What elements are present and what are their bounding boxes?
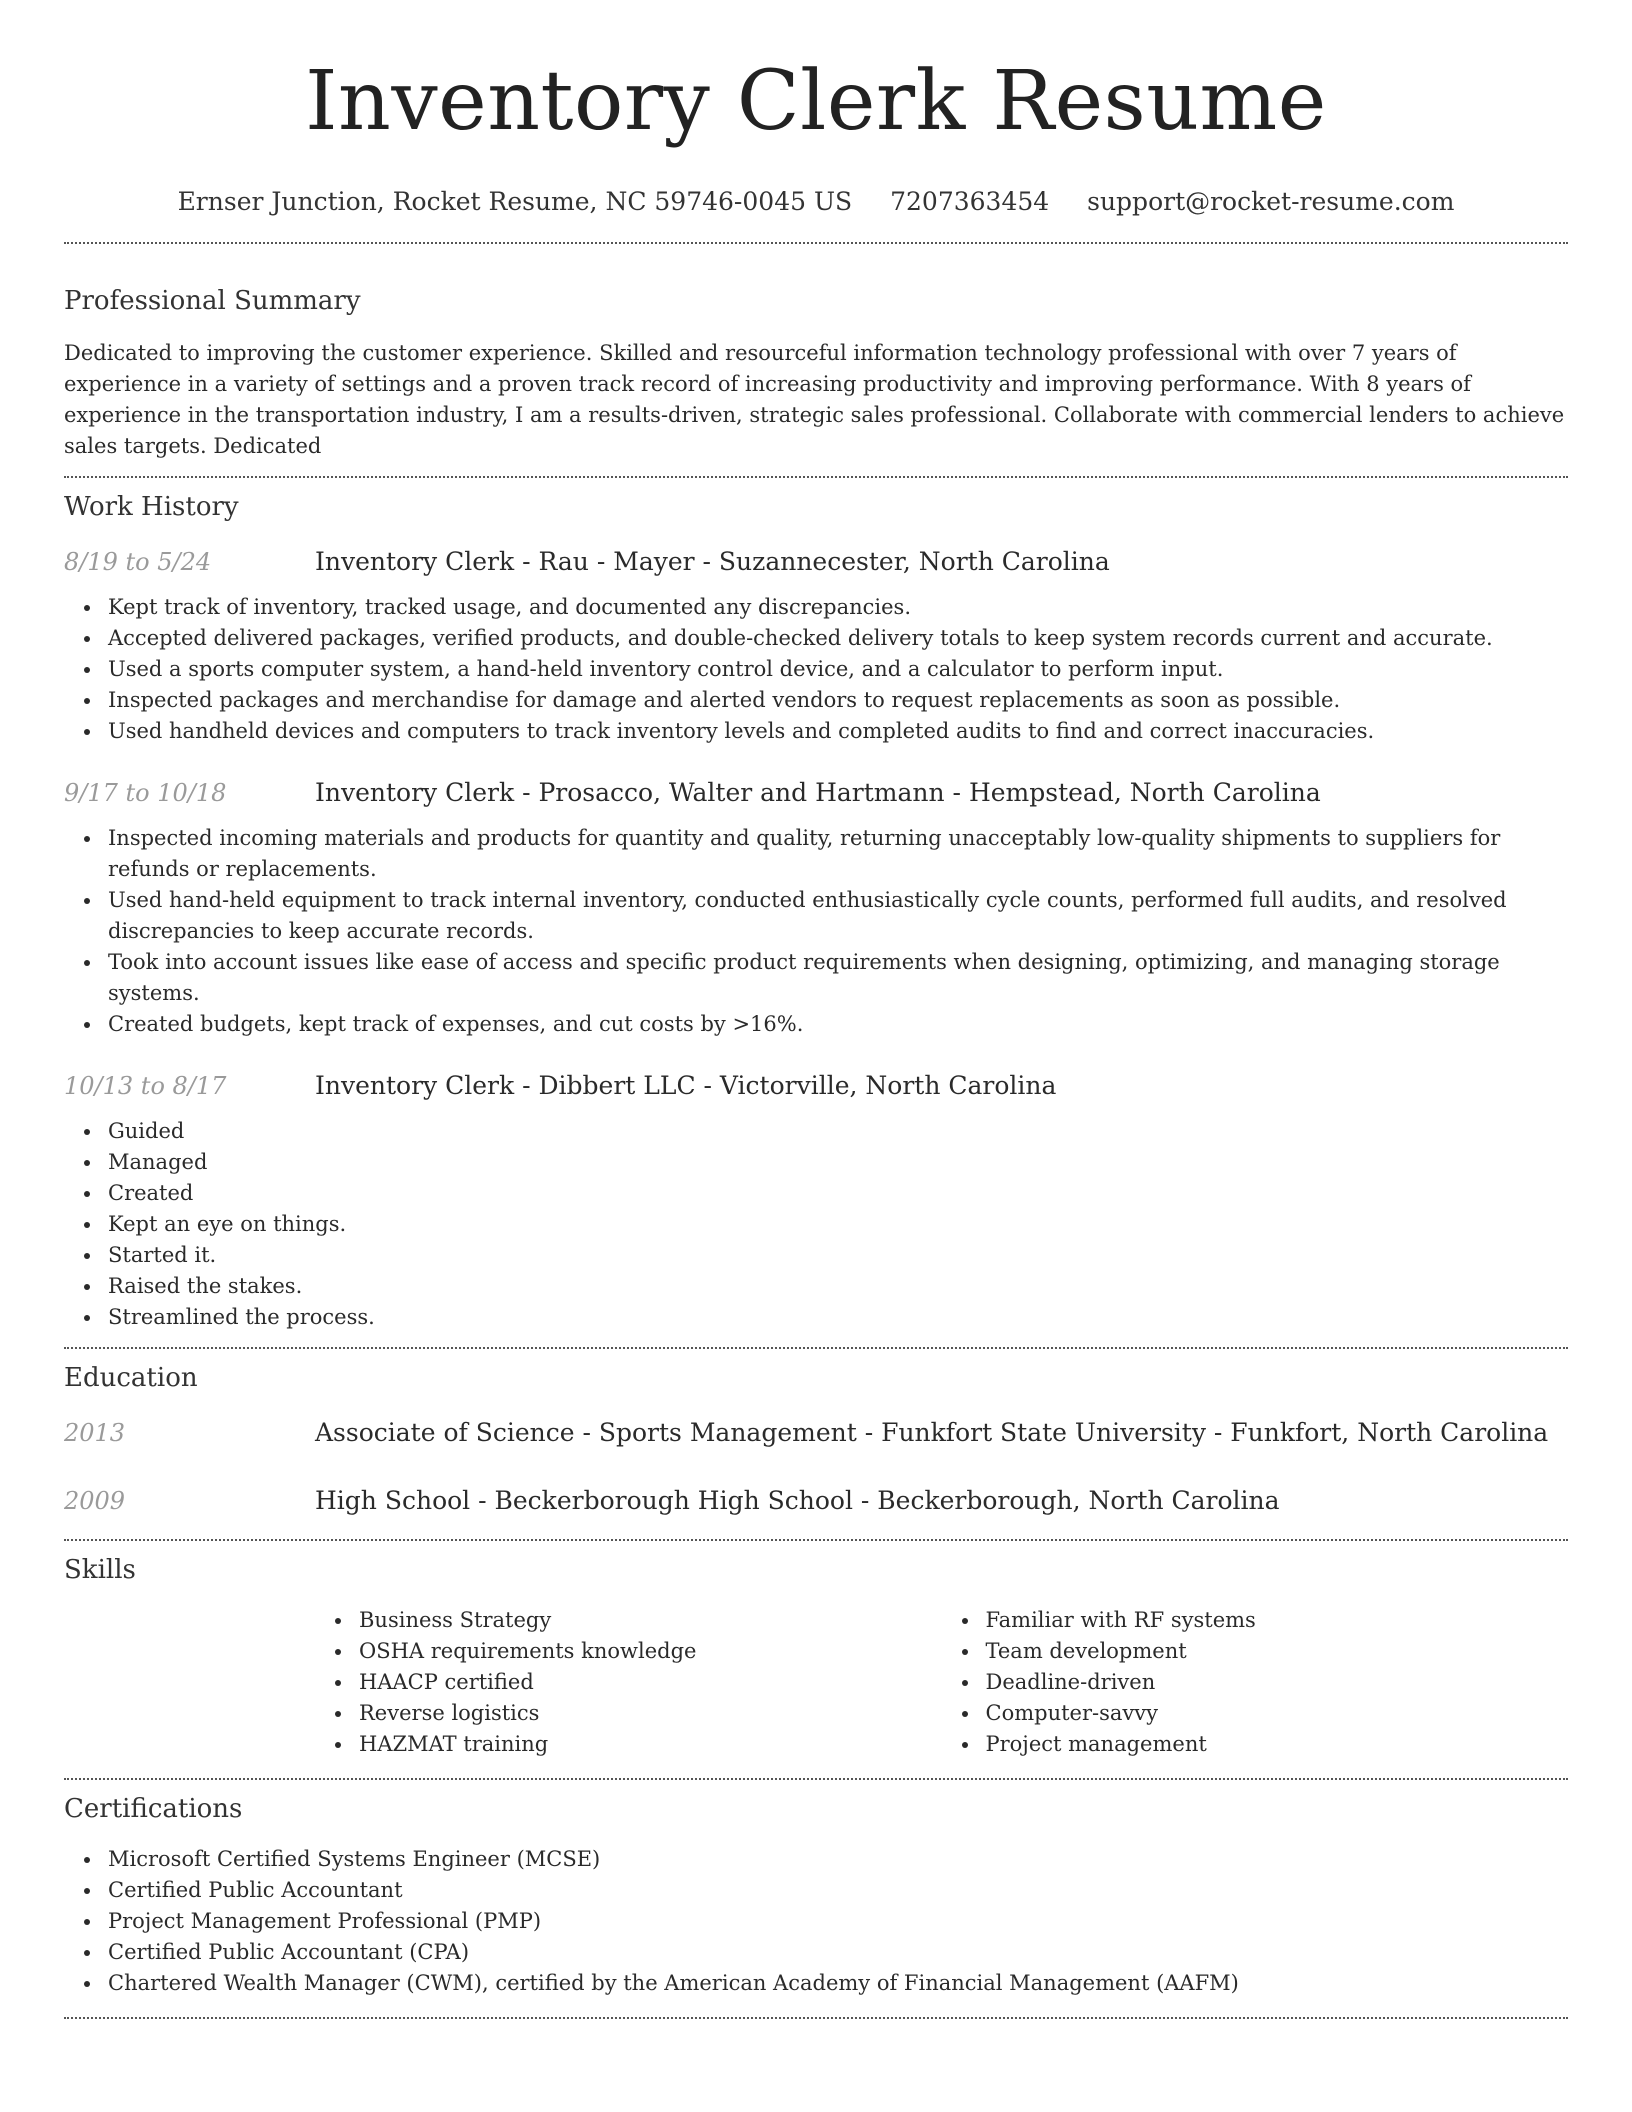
- education-section: [64, 1361, 1568, 1517]
- divider: [64, 1539, 1568, 1541]
- skills-list-left: [315, 1605, 942, 1760]
- job-entry: [64, 1070, 1568, 1333]
- certification-item: Chartered Wealth Manager (CWM), certified by the American Academy of Financial Management (AAFM): [108, 1968, 1568, 1999]
- contact-phone: 7207363454: [890, 187, 1050, 216]
- skill-item: Project management: [986, 1729, 1569, 1760]
- education-text: Associate of Science - Sports Management - Funkfort State University - Funkfort, North Carolina: [315, 1418, 1549, 1447]
- skill-item: Deadline-driven: [986, 1667, 1569, 1698]
- job-bullets: [64, 823, 1568, 1040]
- job-bullet: Streamlined the process.: [108, 1302, 1568, 1333]
- job-bullet: Inspected incoming materials and products for quantity and quality, returning unacceptably low-quality shipments to suppliers for refunds or replacements.: [108, 823, 1568, 885]
- summary-section: [64, 284, 1568, 462]
- education-entry: [64, 1485, 1568, 1517]
- education-year: 2009: [64, 1487, 126, 1515]
- certifications-section: [64, 1792, 1568, 1999]
- job-header: [64, 546, 1568, 578]
- job-bullet: Used hand-held equipment to track internal inventory, conducted enthusiastically cycle counts, performed full audits, and resolved discrepancies to keep accurate records.: [108, 885, 1568, 947]
- contact-line: [64, 186, 1568, 218]
- skills-list-right: [942, 1605, 1569, 1760]
- education-heading: Education: [64, 1363, 198, 1393]
- skill-item: Computer-savvy: [986, 1698, 1569, 1729]
- job-bullet: Inspected packages and merchandise for damage and alerted vendors to request replacements as soon as possible.: [108, 685, 1568, 716]
- job-entry: [64, 546, 1568, 747]
- resume-title: Inventory Clerk Resume: [305, 54, 1327, 149]
- job-bullet: Created budgets, kept track of expenses, and cut costs by >16%.: [108, 1009, 1568, 1040]
- certification-item: Project Management Professional (PMP): [108, 1906, 1568, 1937]
- divider: [64, 1778, 1568, 1780]
- job-bullet: Accepted delivered packages, verified products, and double-checked delivery totals to keep system records current and accurate.: [108, 623, 1568, 654]
- certification-item: Certified Public Accountant (CPA): [108, 1937, 1568, 1968]
- skill-item: Team development: [986, 1636, 1569, 1667]
- summary-text: Dedicated to improving the customer experience. Skilled and resourceful information technology professional with over 7 years of experience in a variety of settings and a proven track record of increasing productivity and improving performance. With 8 years of experience in the transportation industry, I am a results-driven, strategic sales professional. Collaborate with commercial lenders to achieve sales targets. Dedicated: [64, 341, 1565, 458]
- job-bullets: [64, 1116, 1568, 1333]
- skills-grid: [315, 1605, 1568, 1760]
- job-title: Inventory Clerk - Rau - Mayer - Suzannecester, North Carolina: [315, 547, 1110, 576]
- contact-address: Ernser Junction, Rocket Resume, NC 59746-0045 US: [177, 187, 853, 216]
- education-text: High School - Beckerborough High School - Beckerborough, North Carolina: [315, 1486, 1280, 1515]
- work-history-section: [64, 490, 1568, 1333]
- education-year: 2013: [64, 1419, 126, 1447]
- job-title: Inventory Clerk - Prosacco, Walter and Hartmann - Hempstead, North Carolina: [315, 778, 1321, 807]
- job-bullet: Managed: [108, 1147, 1568, 1178]
- skill-item: HAZMAT training: [359, 1729, 942, 1760]
- divider: [64, 476, 1568, 478]
- skills-section: [64, 1553, 1568, 1760]
- education-entry: [64, 1417, 1568, 1449]
- job-title: Inventory Clerk - Dibbert LLC - Victorville, North Carolina: [315, 1071, 1057, 1100]
- job-header: [64, 1070, 1568, 1102]
- job-dates: 10/13 to 8/17: [64, 1072, 227, 1100]
- job-bullet: Kept track of inventory, tracked usage, and documented any discrepancies.: [108, 592, 1568, 623]
- job-entry: [64, 777, 1568, 1040]
- job-bullet: Guided: [108, 1116, 1568, 1147]
- skill-item: Familiar with RF systems: [986, 1605, 1569, 1636]
- summary-heading: Professional Summary: [64, 286, 361, 316]
- work-history-heading: Work History: [64, 492, 239, 522]
- certification-item: Microsoft Certified Systems Engineer (MCSE): [108, 1844, 1568, 1875]
- job-dates: 9/17 to 10/18: [64, 779, 227, 807]
- divider: [64, 242, 1568, 244]
- divider: [64, 2017, 1568, 2019]
- skill-item: Business Strategy: [359, 1605, 942, 1636]
- skill-item: HAACP certified: [359, 1667, 942, 1698]
- divider: [64, 1347, 1568, 1349]
- job-header: [64, 777, 1568, 809]
- job-bullet: Started it.: [108, 1240, 1568, 1271]
- job-bullet: Took into account issues like ease of access and specific product requirements when designing, optimizing, and managing storage systems.: [108, 947, 1568, 1009]
- job-bullet: Raised the stakes.: [108, 1271, 1568, 1302]
- job-bullet: Used handheld devices and computers to track inventory levels and completed audits to find and correct inaccuracies.: [108, 716, 1568, 747]
- job-bullet: Created: [108, 1178, 1568, 1209]
- job-bullet: Used a sports computer system, a hand-held inventory control device, and a calculator to perform input.: [108, 654, 1568, 685]
- skill-item: OSHA requirements knowledge: [359, 1636, 942, 1667]
- job-bullet: Kept an eye on things.: [108, 1209, 1568, 1240]
- certifications-heading: Certifications: [64, 1794, 243, 1824]
- skills-heading: Skills: [64, 1555, 136, 1585]
- skill-item: Reverse logistics: [359, 1698, 942, 1729]
- job-bullets: [64, 592, 1568, 747]
- certification-item: Certified Public Accountant: [108, 1875, 1568, 1906]
- certifications-list: [64, 1844, 1568, 1999]
- job-dates: 8/19 to 5/24: [64, 548, 212, 576]
- contact-email: support@rocket-resume.com: [1087, 187, 1455, 216]
